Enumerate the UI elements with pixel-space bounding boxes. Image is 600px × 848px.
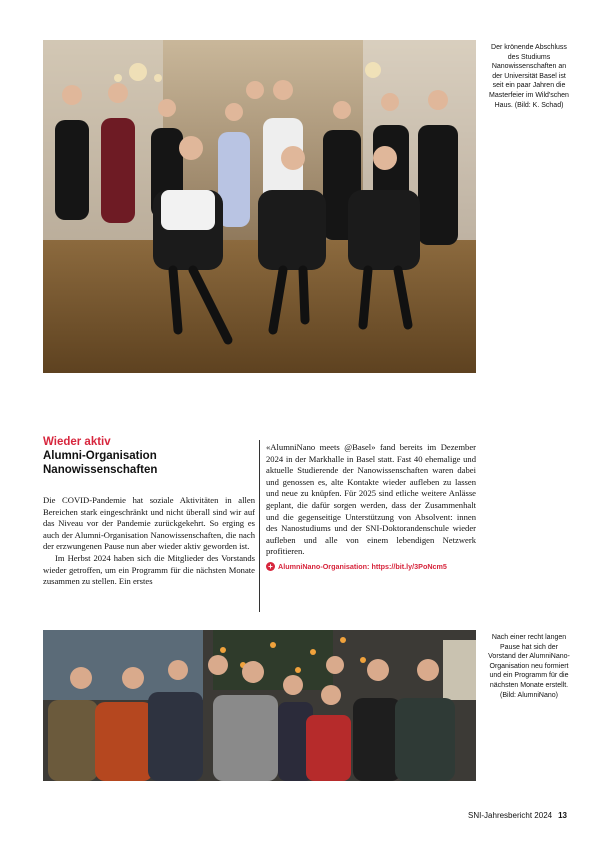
top-photo-caption: Der krönende Abschluss des Studiums Nanowissenschaften an der Universität Basel ist seit ein paar Jahren die Masterfeier im Wild'schen Haus. (Bild: K. Schad) — [489, 44, 569, 109]
article-paragraph-1: Die COVID-Pandemie hat soziale Aktivitäten in allen Bereichen stark eingeschränkt und nicht überall sind wir auf das Niveau vor der Pandemie zurückgekehrt. So erging es auch der Alumni-Organisation Nanowissenschaften, die nach der erzwungenen Pause nun aber wieder aktiv geworden ist. — [43, 495, 255, 552]
board-group-photo — [43, 630, 476, 781]
article-kicker: Wieder aktiv — [43, 436, 111, 448]
graduation-group-photo — [43, 40, 476, 373]
article-column-left — [43, 436, 255, 588]
report-label: SNI-Jahresbericht 2024 — [468, 811, 553, 820]
article-headline: Alumni-Organisation Nanowissenschaften — [43, 450, 158, 476]
alumni-link[interactable] — [266, 562, 476, 571]
page-footer — [468, 811, 567, 820]
article-column-right — [266, 442, 476, 571]
article-paragraph-2: Im Herbst 2024 haben sich die Mitglieder des Vorstands wieder getroffen, um ein Programm für die nächsten Monate zusammen zu stellen. Ein erstes — [43, 552, 255, 587]
article-paragraph-3: «AlumniNano meets @Basel» fand bereits im Dezember 2024 in der Markhalle in Basel statt. Fast 40 ehemalige und aktuelle Studierende der Nanowissenschaften waren dabei und genossen es, alte Kontakte wieder aufleben zu lassen und neue zu knüpfen. Für 2025 sind etliche weitere Anlässe geplant, die dafür sorgen werden, dass der Zusammenhalt und die gegenseitige Unterstützung von Absolvent: innen des Nanostudiums und der SNI-Doktorandenschule wieder aufleben und alle von einem lebendigen Netzwerk profitieren. — [266, 442, 476, 557]
page-number: 13 — [558, 811, 567, 820]
plus-icon: + — [266, 562, 275, 571]
alumni-link-text[interactable]: AlumniNano-Organisation: https://bit.ly/3PoNcm5 — [278, 561, 447, 571]
bottom-photo-caption: Nach einer recht langen Pause hat sich der Vorstand der AlumniNano-Organisation neu formiert und ein Programm für die nächsten Monate erstellt. (Bild: AlumniNano) — [488, 634, 570, 699]
column-divider — [259, 440, 260, 612]
